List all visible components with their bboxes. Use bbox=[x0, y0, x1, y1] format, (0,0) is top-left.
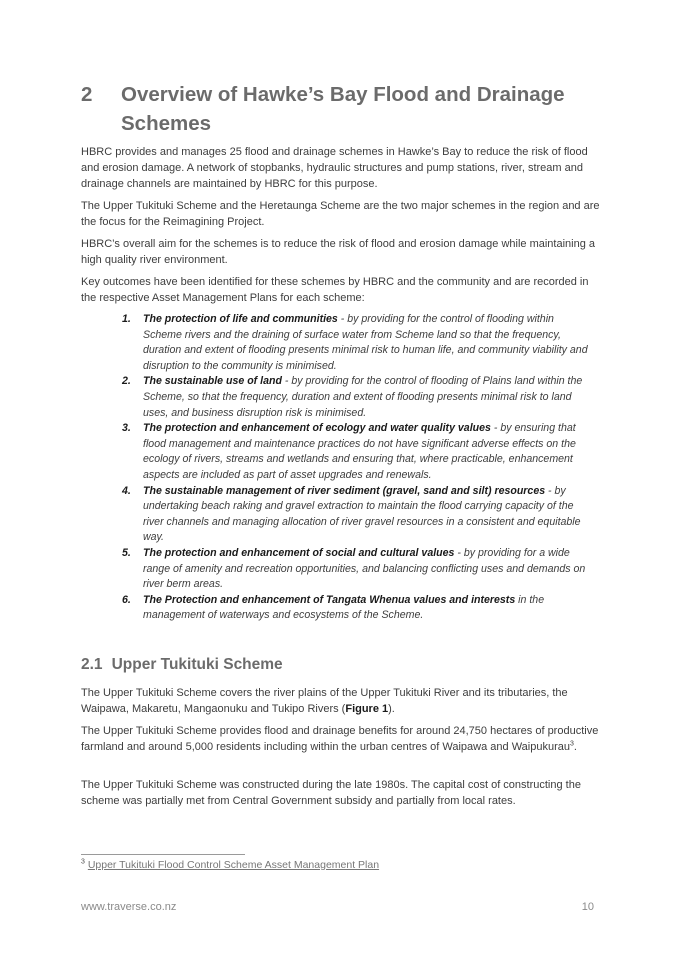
footnote bbox=[81, 859, 379, 871]
footnote-reference: 3 bbox=[569, 740, 574, 748]
list-item-title: The sustainable use of land bbox=[143, 375, 282, 388]
list-item-number: 4. bbox=[122, 484, 131, 497]
subsection-title: Upper Tukituki Scheme bbox=[111, 656, 283, 673]
subsection-number: 2.1 bbox=[81, 656, 103, 673]
list-item-text: - by providing for a wide range of amenity and recreation opportunities, and balancing conflicting uses and demands on river berm areas. bbox=[143, 546, 586, 591]
intro-paragraph-2: The Upper Tukituki Scheme and the Heretaunga Scheme are the two major schemes in the region and are the focus for the Reimagining Project. bbox=[81, 200, 600, 228]
section-heading bbox=[81, 80, 621, 138]
list-item-title: The sustainable management of river sediment (gravel, sand and silt) resources bbox=[143, 484, 546, 497]
scheme-paragraph-3: The Upper Tukituki Scheme was constructed during the late 1980s. The capital cost of constructing the scheme was partially met from Central Government subsidy and partially from local rates. bbox=[81, 779, 581, 807]
list-item-text: - by providing for the control of flooding within Scheme rivers and the draining of surface water from Scheme land so that the frequency, duration and extent of flooding presents minimal risk to human life, and community viability and disruption to the community is minimised. bbox=[143, 313, 588, 372]
intro-paragraph-3: HBRC’s overall aim for the schemes is to reduce the risk of flood and erosion damage while maintaining a high quality river environment. bbox=[81, 238, 595, 266]
figure-reference: Figure 1 bbox=[345, 703, 389, 715]
section-title-line2: Schemes bbox=[121, 112, 212, 135]
list-item bbox=[122, 484, 594, 546]
key-outcomes-list bbox=[122, 312, 594, 624]
list-item-title: The protection and enhancement of social and cultural values bbox=[143, 546, 455, 559]
list-item-text: - by providing for the control of flooding of Plains land within the Scheme, so that the frequency, duration and extent of flooding presents minimal risk to land uses, and business disruption risk is minimised. bbox=[143, 375, 583, 419]
footnote-divider bbox=[81, 854, 245, 855]
list-item-number: 3. bbox=[122, 422, 131, 435]
list-item-number: 1. bbox=[122, 313, 131, 325]
footnote-marker: 3 bbox=[81, 858, 85, 866]
section-title-line1: Overview of Hawke’s Bay Flood and Drainage bbox=[121, 83, 565, 106]
list-item-number: 5. bbox=[122, 546, 131, 559]
scheme-paragraph-2 bbox=[81, 723, 601, 755]
intro-paragraph-4: Key outcomes have been identified for these schemes by HBRC and the community and are recorded in the respective Asset Management Plans for each scheme: bbox=[81, 276, 589, 304]
list-item-title: The protection of life and communities bbox=[143, 313, 338, 325]
list-item bbox=[122, 546, 594, 593]
list-item-title: The protection and enhancement of ecology and water quality values bbox=[143, 422, 491, 435]
list-item bbox=[122, 421, 594, 483]
list-item-text: - by undertaking beach raking and gravel extraction to maintain the flood carrying capacity of the river channels and managing allocation of river gravel resources in a consistent and equitable way. bbox=[143, 484, 581, 544]
list-item-number: 2. bbox=[122, 375, 131, 388]
scheme-paragraph-2-text: The Upper Tukituki Scheme provides flood and drainage benefits for around 24,750 hectares of productive farmland and around 5,000 residents including within the urban centres of Waipawa and Waipukurau bbox=[81, 725, 599, 753]
list-item-title: The Protection and enhancement of Tangata Whenua values and interests bbox=[143, 593, 516, 606]
list-item bbox=[122, 374, 594, 421]
footer-website: www.traverse.co.nz bbox=[81, 901, 177, 913]
scheme-paragraph-1-text: The Upper Tukituki Scheme covers the river plains of the Upper Tukituki River and its tributaries, the Waipawa, Makaretu, Mangaonuku and Tukipo Rivers ( bbox=[81, 687, 568, 715]
scheme-paragraph-1-end: ). bbox=[388, 703, 395, 715]
scheme-paragraph-2-end: . bbox=[573, 741, 577, 753]
list-item-text: - by ensuring that flood management and maintenance practices do not have significant adverse effects on the ecology of rivers, streams and wetlands and ensuring that, where practicable, enhancement aspects are included as part of asset upgrades and renewals. bbox=[143, 422, 576, 481]
list-item-number: 6. bbox=[122, 593, 131, 606]
list-item bbox=[122, 312, 594, 374]
list-item bbox=[122, 593, 594, 624]
list-item-text: in the management of waterways and ecosystems of the Scheme. bbox=[143, 593, 545, 622]
scheme-paragraph-1 bbox=[81, 685, 601, 717]
subsection-heading bbox=[81, 656, 283, 674]
intro-paragraph-1: HBRC provides and manages 25 flood and drainage schemes in Hawke’s Bay to reduce the risk of flood and erosion damage. A network of stopbanks, hydraulic structures and pump stations, river, stream and drainage channels are maintained by HBRC for this purpose. bbox=[81, 146, 588, 190]
section-number: 2 bbox=[81, 83, 93, 106]
footnote-link[interactable]: Upper Tukituki Flood Control Scheme Asset Management Plan bbox=[87, 859, 380, 871]
page-number: 10 bbox=[581, 901, 594, 913]
